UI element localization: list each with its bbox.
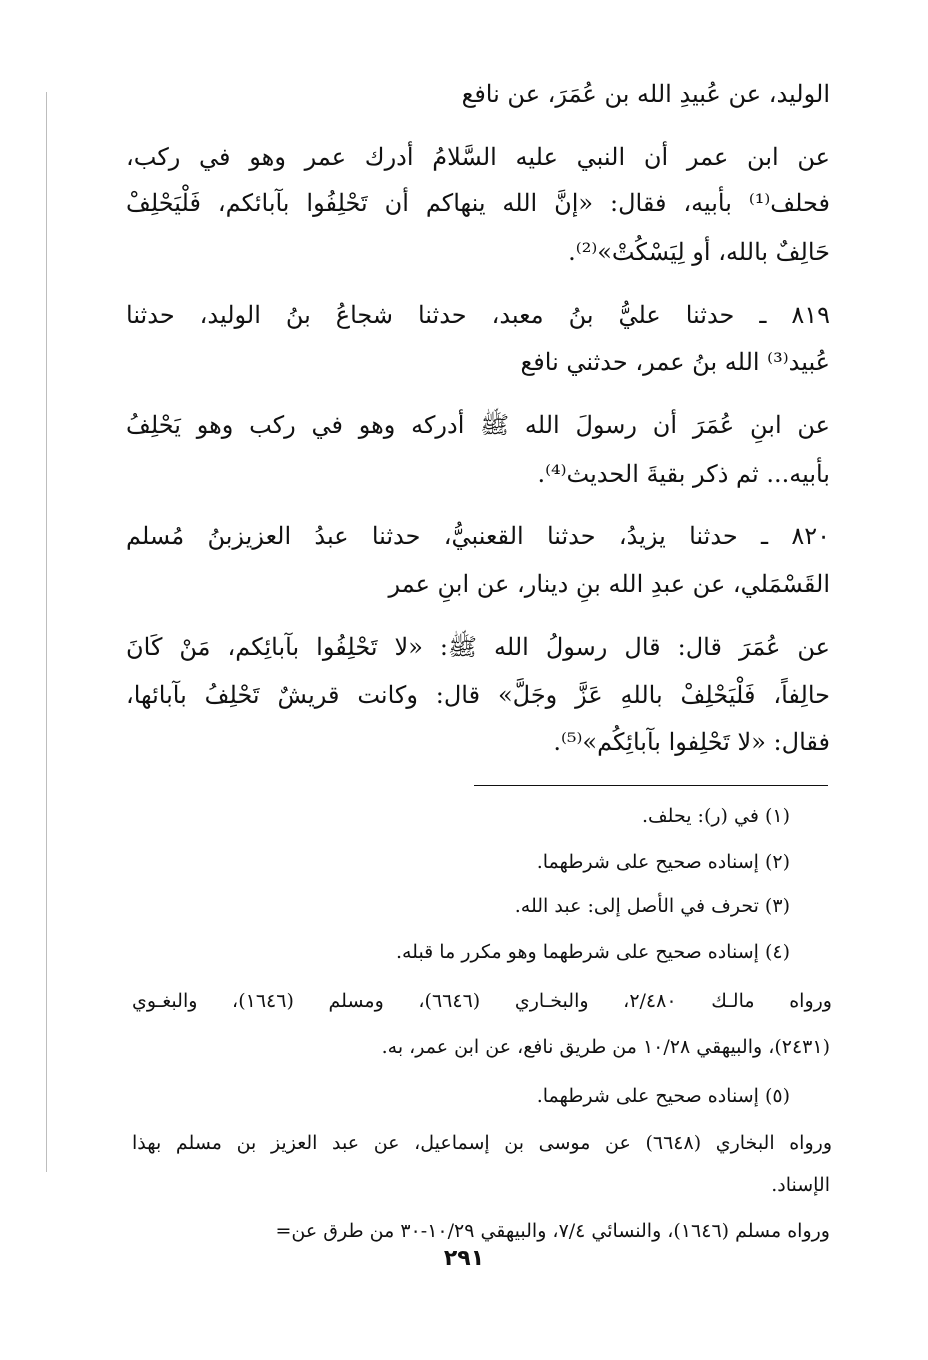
body-line-13: فقال: «لا تَحْلِفوا بآبائِكُم»⁽⁵⁾.	[553, 728, 830, 756]
body-line-4: حَالِفٌ بالله، أو لِيَسْكُتْ»⁽²⁾.	[568, 238, 830, 266]
footnote-2: (٢) إسناده صحيح على شرطهما.	[536, 851, 790, 873]
body-line-10: القَسْمَلي، عن عبدِ الله بنِ دينار، عن ابنِ عمر	[388, 570, 830, 598]
body-line-9: ٨٢٠ ـ حدثنا يزيدُ، حدثنا القعنبيُّ، حدثنا عبدُ العزيزبنُ مُسلم	[126, 522, 830, 550]
footnote-5-ref-line-2: الإسناد.	[771, 1174, 830, 1196]
body-line-5: ٨١٩ ـ حدثنا عليُّ بنُ معبد، حدثنا شجاعُ بنُ الوليد، حدثنا	[126, 301, 830, 329]
footnote-1: (١) في (ر): يحلف.	[641, 805, 790, 827]
body-line-1: الوليد، عن عُبيدِ الله بن عُمَرَ، عن نافع	[461, 80, 830, 108]
footnote-3: (٣) تحرف في الأصل إلى: عبد الله.	[514, 895, 790, 917]
body-line-12: حالِفاً، فَلْيَحْلِفْ باللهِ عَزَّ وجَلَّ» قال: وكانت قريشٌ تَحْلِفُ بآبائها،	[126, 681, 830, 709]
footnote-5-ref-line-3: ورواه مسلم (١٦٤٦)، والنسائي ٧/٤، والبيهقي ١٠/٢٩-٣٠ من طرق عن=	[275, 1220, 830, 1242]
scan-margin-line	[46, 92, 47, 1172]
body-line-3: فحلف⁽¹⁾ بأبيه، فقال: «إنَّ الله ينهاكم أن تَحْلِفُوا بآبائكم، فَلْيَحْلِفْ	[126, 189, 830, 217]
footnote-4-ref-line-2: (٢٤٣١)، والبيهقي ١٠/٢٨ من طريق نافع، عن ابن عمر، به.	[381, 1036, 830, 1058]
body-line-11: عن عُمَرَ قال: قال رسولُ الله ﷺ: «لا تَحْلِفُوا بآبائِكم، مَنْ كَانَ	[126, 633, 830, 661]
footnote-4-ref-line-1: ورواه مالـك ٢/٤٨٠، والبخـاري (٦٦٤٦)، ومسلم (١٦٤٦)، والبغـوي	[132, 990, 832, 1012]
body-line-2: عن ابن عمر أن النبي عليه السَّلامُ أدرك عمر وهو في ركب،	[126, 143, 830, 171]
footnote-separator	[474, 785, 828, 786]
footnote-5-ref-line-1: ورواه البخاري (٦٦٤٨) عن موسى بن إسماعيل، عن عبد العزيز بن مسلم بهذا	[132, 1132, 832, 1154]
footnote-5: (٥) إسناده صحيح على شرطهما.	[536, 1085, 790, 1107]
body-line-6: عُبيد⁽³⁾ الله بنُ عمر، حدثني نافع	[520, 348, 830, 376]
page-number: ٢٩١	[443, 1246, 485, 1271]
footnote-4: (٤) إسناده صحيح على شرطهما وهو مكرر ما قبله.	[395, 941, 790, 963]
body-line-7: عن ابنِ عُمَرَ أن رسولَ الله ﷺ أدركه وهو في ركب وهو يَحْلِفُ	[126, 411, 830, 439]
body-line-8: بأبيه... ثم ذكر بقيةَ الحديث⁽⁴⁾.	[537, 460, 830, 488]
